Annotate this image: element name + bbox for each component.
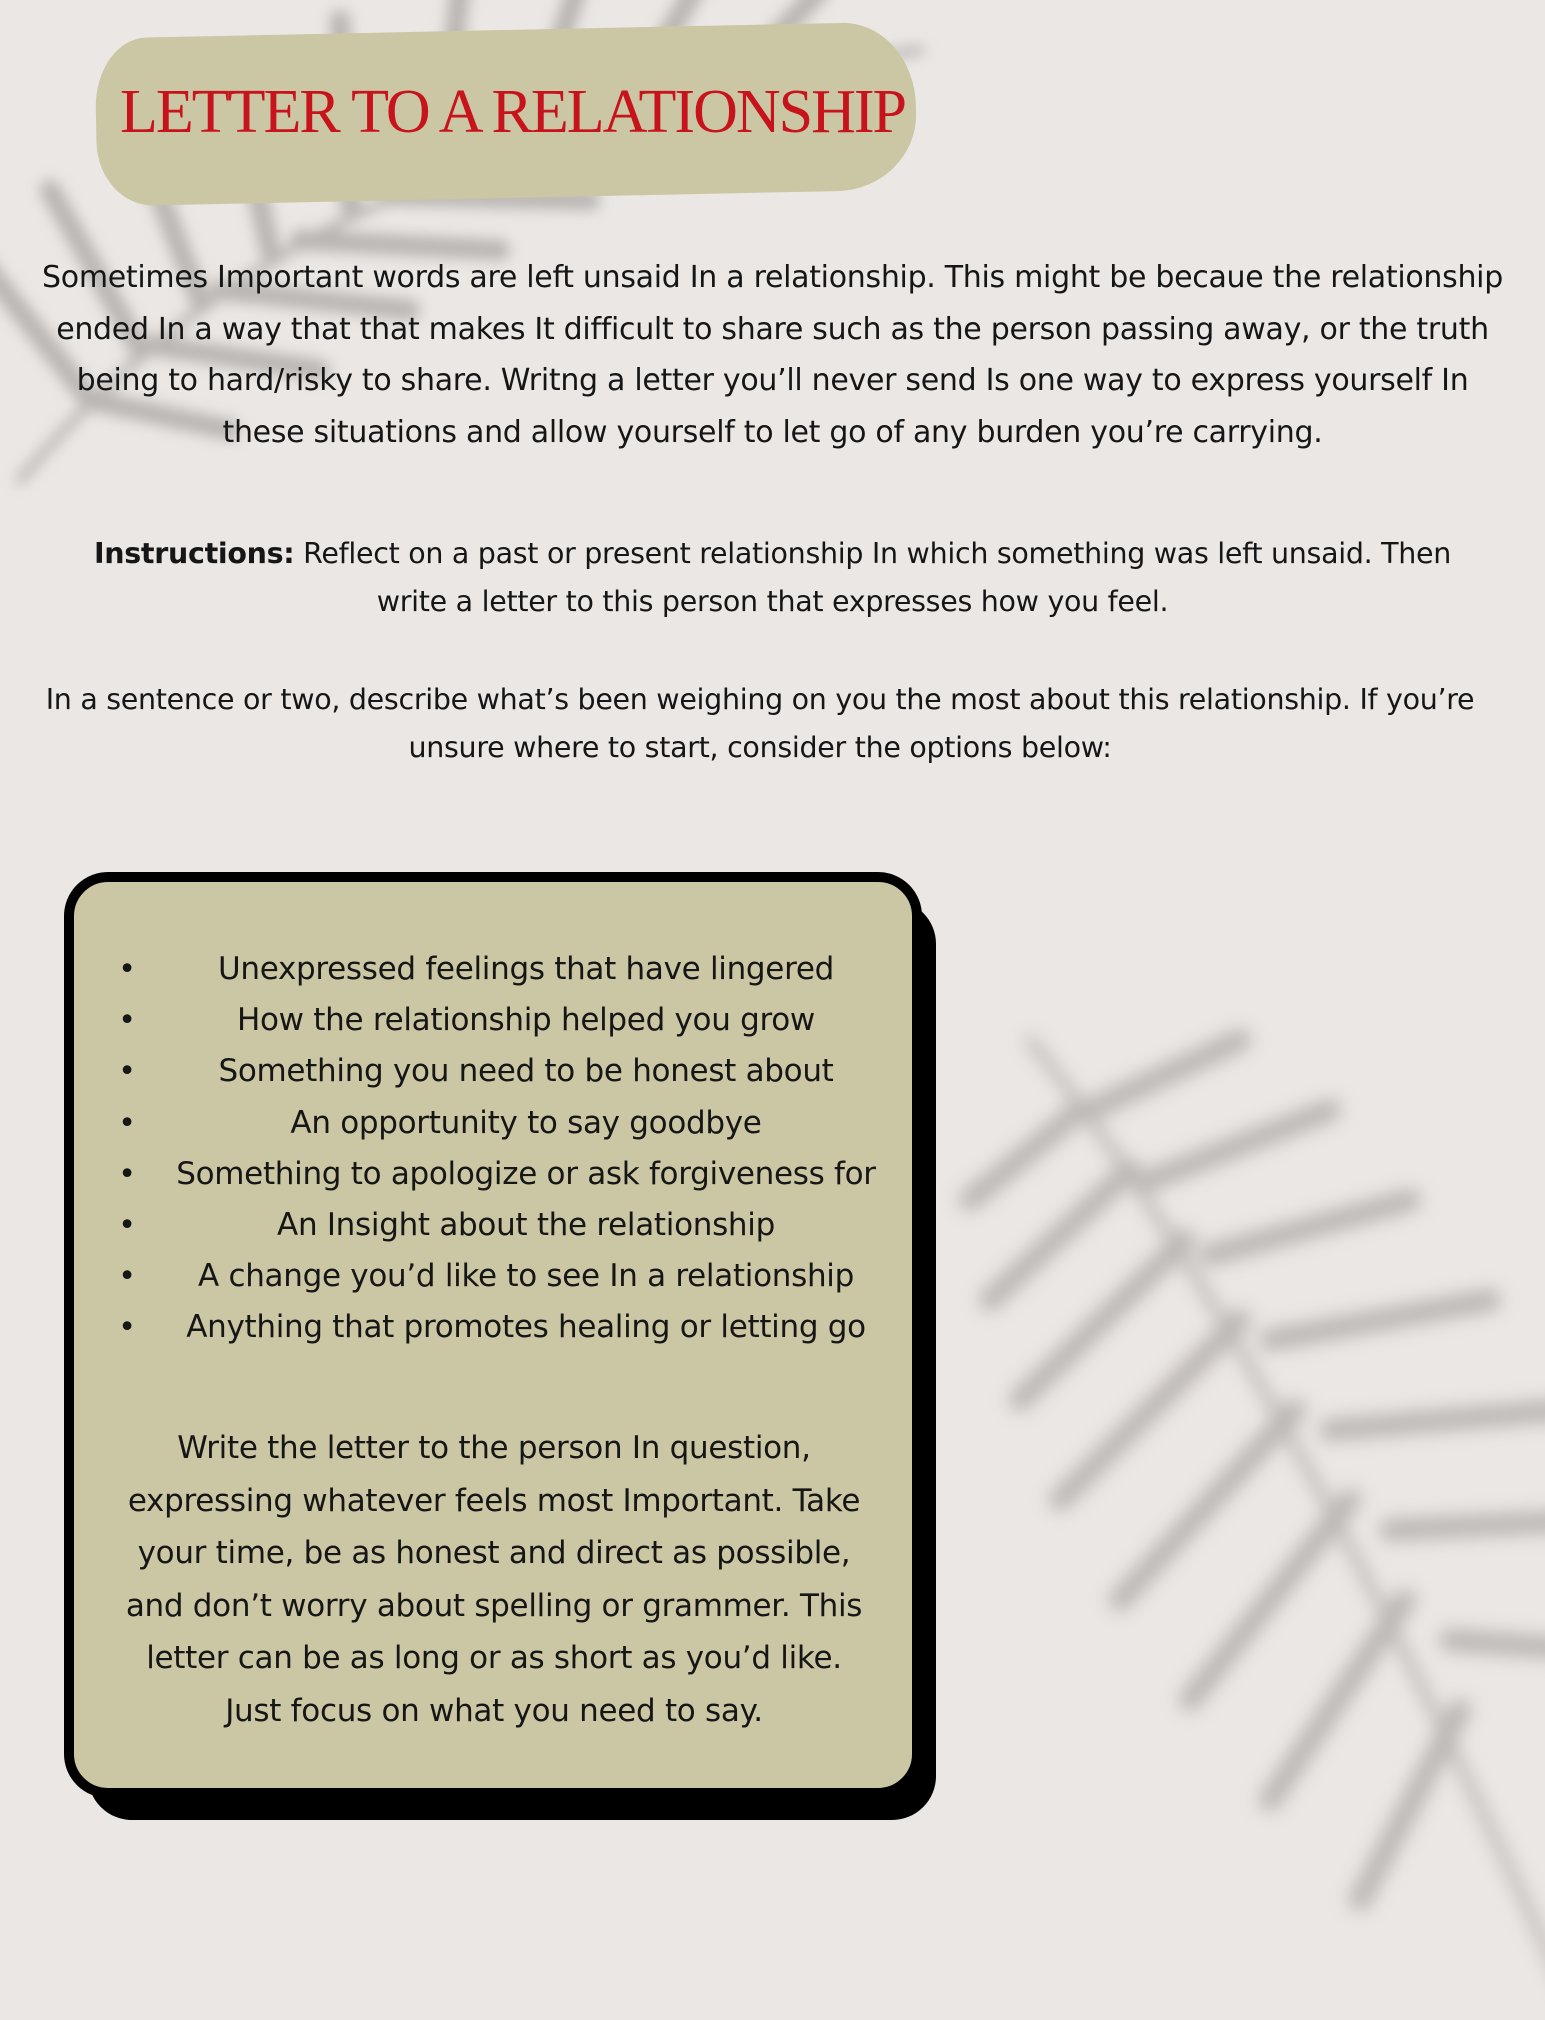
option-label: Something you need to be honest about: [218, 1053, 834, 1090]
bullet-icon: •: [118, 1310, 136, 1346]
instructions-text: Reflect on a past or present relationship In which something was left unsaid. Then write a letter to this person that expresses how you feel.: [303, 537, 1452, 618]
bullet-icon: •: [118, 1156, 136, 1192]
option-label: How the relationship helped you grow: [237, 1002, 815, 1039]
options-list: [114, 944, 914, 1354]
option-label: An Insight about the relationship: [277, 1206, 775, 1243]
bullet-icon: •: [118, 1207, 136, 1243]
list-item: [114, 995, 914, 1046]
palm-leaf-shadow-bottom-right: [950, 1000, 1545, 2020]
bullet-icon: •: [118, 1054, 136, 1090]
list-item: [114, 1149, 914, 1200]
instructions-paragraph: [60, 530, 1485, 626]
page-title: LETTER TO A RELATIONSHIP: [120, 78, 906, 146]
options-card: [64, 872, 922, 1798]
instructions-label: Instructions:: [93, 537, 295, 570]
option-label: A change you’d like to see In a relationship: [198, 1258, 854, 1295]
option-label: An opportunity to say goodbye: [290, 1104, 762, 1141]
bullet-icon: •: [118, 1105, 136, 1141]
prompt-paragraph: In a sentence or two, describe what’s been weighing on you the most about this relationship. If you’re unsure where to start, consider the options below:: [45, 683, 1475, 764]
list-item: [114, 944, 914, 995]
list-item: [114, 1046, 914, 1097]
bullet-icon: •: [118, 1003, 136, 1039]
list-item: [114, 1251, 914, 1302]
option-label: Something to apologize or ask forgiveness for: [176, 1155, 876, 1192]
intro-paragraph: Sometimes Important words are left unsaid In a relationship. This might be becaue the relationship ended In a way that that makes It difficult to share such as the person passing away, or the truth being to hard/risky to share. Writng a letter you’ll never send Is one way to express yourself In these situations and allow yourself to let go of any burden you’re carrying.: [42, 260, 1503, 450]
list-item: [114, 1098, 914, 1149]
list-item: [114, 1302, 914, 1353]
bullet-icon: •: [118, 1259, 136, 1295]
option-label: Unexpressed feelings that have lingered: [217, 951, 834, 987]
list-item: [114, 1200, 914, 1251]
option-label: Anything that promotes healing or letting go: [186, 1309, 866, 1346]
bullet-icon: •: [118, 952, 136, 987]
letter-instructions: Write the letter to the person In question, expressing whatever feels most Important. Take your time, be as honest and direct as possible, and don’t worry about spelling or grammer. This letter can be as long or as short as you’d like. Just focus on what you need to say.: [125, 1430, 863, 1729]
